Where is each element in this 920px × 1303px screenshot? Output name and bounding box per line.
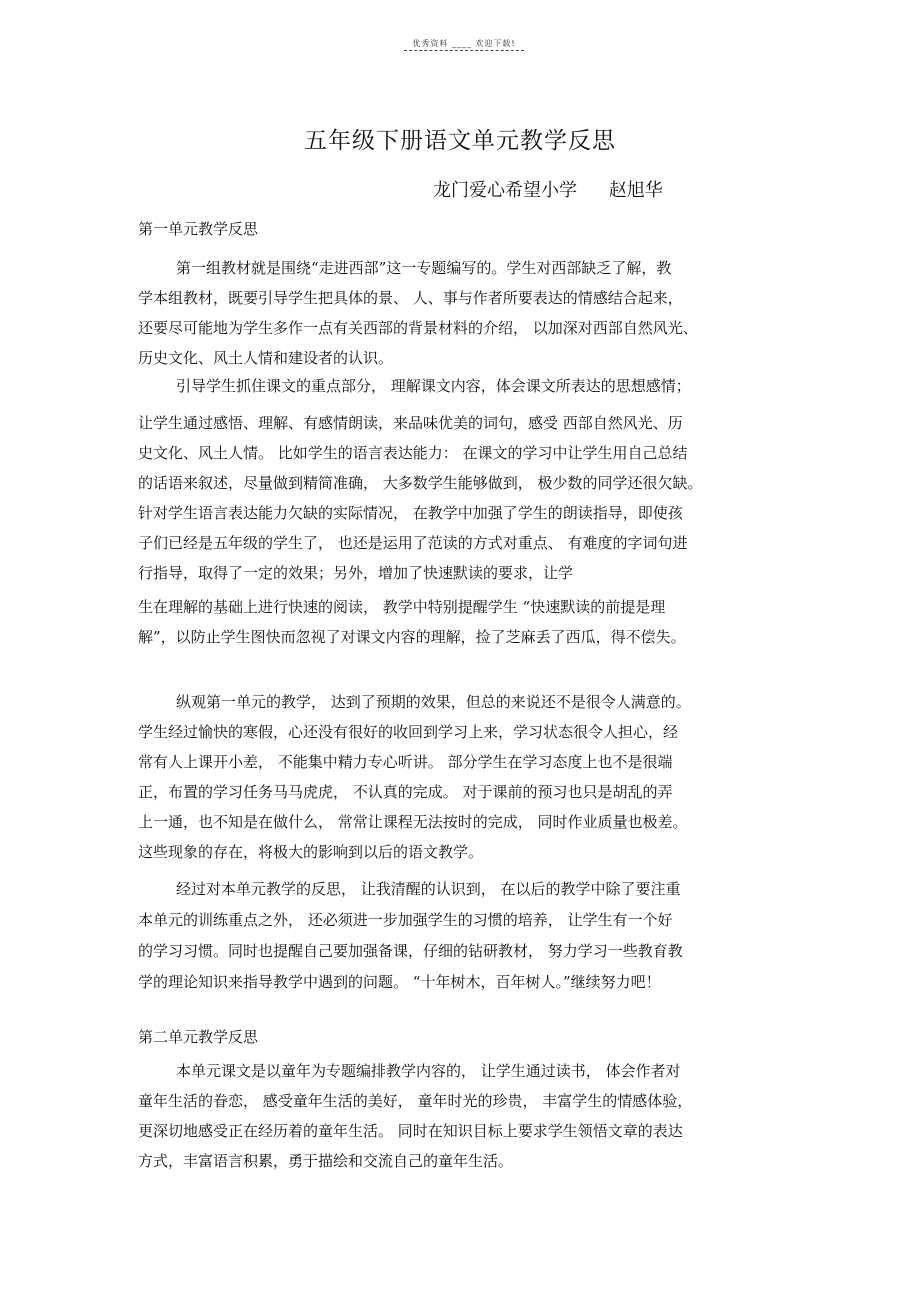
paragraph-line: 的话语来叙述，尽量做到精简准确， 大多数学生能够做到， 极少数的同学还很欠缺。	[138, 474, 703, 492]
paragraph-line: 解”，以防止学生图快而忽视了对课文内容的理解，捡了芝麻丢了西瓜，得不偿失。	[138, 628, 686, 646]
document-title: 五年级下册语文单元教学反思	[304, 128, 616, 154]
header-divider	[404, 50, 524, 51]
paragraph	[138, 592, 788, 652]
paragraph-line: 童年生活的眷恋， 感受童年生活的美好， 童年时光的珍贵， 丰富学生的情感体验，	[138, 1092, 693, 1110]
paragraph-line: 第一组教材就是围绕“走进西部”这一专题编写的。学生对西部缺乏了解，教	[176, 259, 672, 277]
author-name: 赵旭华	[608, 180, 663, 201]
paragraph-line: 的学习习惯。同时也提醒自己要加强备课，仔细的钻研教材， 努力学习一些教育教	[138, 942, 683, 960]
paragraph-line: 学本组教材，既要引导学生把具体的景、 人、事与作者所要表达的情感结合起来，	[138, 289, 683, 307]
paragraph-line: 更深切地感受正在经历着的童年生活。 同时在知识目标上要求学生领悟文章的表达	[138, 1122, 683, 1140]
paragraph-line: 历史文化、风土人情和建设者的认识。	[138, 349, 394, 367]
paragraph-line: 学的理论知识来指导教学中遇到的问题。 “十年树木，百年树人。”继续努力吧！	[138, 973, 661, 991]
paragraph-line: 引导学生抓住课文的重点部分， 理解课文内容，体会课文所表达的思想感情；	[176, 377, 691, 395]
paragraph	[138, 253, 788, 373]
paragraph-line: 行指导，取得了一定的效果；另外，增加了快速默读的要求，让学	[138, 564, 574, 582]
author-school: 龙门爱心希望小学	[433, 180, 577, 201]
paragraph-line: 史文化、风土人情。 比如学生的语言表达能力： 在课文的学习中让学生用自己总结	[138, 444, 688, 462]
author-line	[433, 176, 663, 202]
paragraph-line: 这些现象的存在，将极大的影响到以后的语文教学。	[138, 843, 484, 861]
paragraph-line: 常有人上课开小差， 不能集中精力专心听讲。 部分学生在学习态度上也不是很端	[138, 753, 673, 771]
paragraph	[138, 874, 788, 998]
paragraph-line: 经过对本单元教学的反思， 让我清醒的认识到， 在以后的教学中除了要注重	[176, 880, 681, 898]
paragraph-line: 上一通，也不知是在做什么， 常常让课程无法按时的完成， 同时作业质量也极差。	[138, 813, 688, 831]
paragraph	[138, 371, 788, 401]
paragraph-line: 方式，丰富语言积累，勇于描绘和交流自己的童年生活。	[138, 1152, 514, 1170]
section-heading-unit-2: 第二单元教学反思	[138, 1028, 259, 1046]
paragraph-line: 还要尽可能地为学生多作一点有关西部的背景材料的介绍， 以加深对西部自然风光、	[138, 319, 698, 337]
page-header	[404, 38, 524, 54]
paragraph	[138, 1056, 788, 1176]
paragraph-line: 本单元的训练重点之外， 还必须进一步加强学生的习惯的培养， 让学生有一个好	[138, 911, 673, 929]
header-text: 优秀资料 ____ 欢迎下载!	[412, 39, 516, 48]
paragraph-line: 本单元课文是以童年为专题编排教学内容的， 让学生通过读书， 体会作者对	[176, 1062, 681, 1080]
paragraph	[138, 408, 788, 588]
paragraph-line: 生在理解的基础上进行快速的阅读， 教学中特别提醒学生 “快速默读的前提是理	[138, 598, 666, 616]
paragraph-line: 针对学生语言表达能力欠缺的实际情况， 在教学中加强了学生的朗读指导，即使孩	[138, 504, 683, 522]
paragraph-line: 子们已经是五年级的学生了， 也还是运用了范读的方式对重点、 有难度的字词句进	[138, 534, 688, 552]
section-heading-unit-1: 第一单元教学反思	[138, 220, 259, 238]
paragraph-line: 正，布置的学习任务马马虎虎， 不认真的完成。 对于课前的预习也只是胡乱的弄	[138, 783, 673, 801]
paragraph	[138, 687, 788, 867]
paragraph-line: 让学生通过感悟、理解、有感情朗读，来品味优美的词句，感受 西部自然风光、历	[138, 414, 683, 432]
paragraph-line: 学生经过愉快的寒假，心还没有很好的收回到学习上来，学习状态很令人担心，经	[138, 723, 679, 741]
paragraph-line: 纵观第一单元的教学， 达到了预期的效果，但总的来说还不是很令人满意的。	[176, 693, 691, 711]
